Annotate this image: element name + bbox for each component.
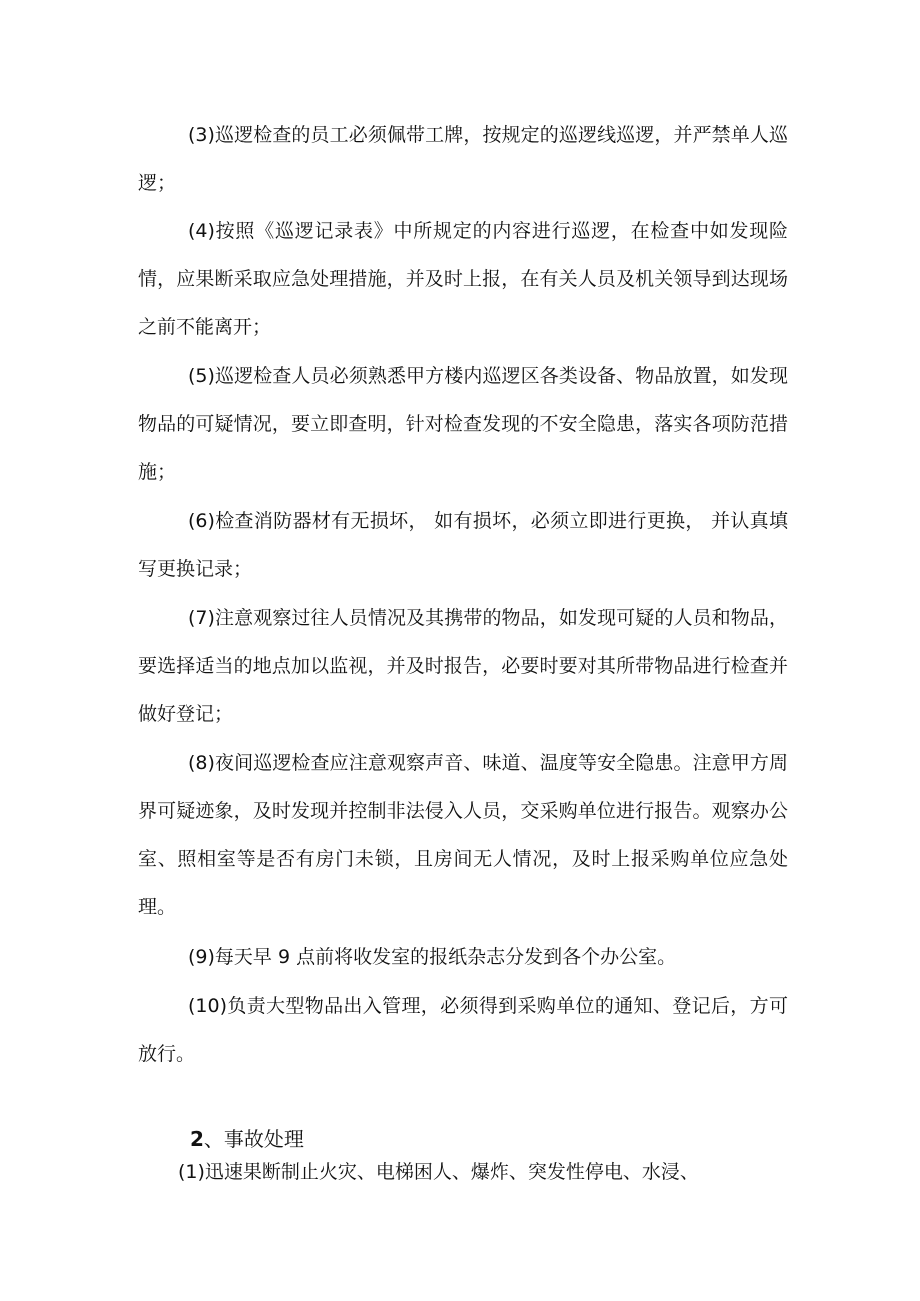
- section-title: 、事故处理: [203, 1127, 304, 1151]
- sub-paragraph-1: (1)迅速果断制止火灾、电梯困人、爆炸、突发性停电、水浸、: [178, 1161, 699, 1183]
- section-heading: [190, 1124, 304, 1154]
- paragraph-3: (3)巡逻检查的员工必须佩带工牌，按规定的巡逻线巡逻，并严禁单人巡逻；: [138, 124, 788, 194]
- paragraph-10: (10)负责大型物品出入管理，必须得到采购单位的通知、登记后，方可放行。: [138, 995, 788, 1065]
- paragraph-5: (5)巡逻检查人员必须熟悉甲方楼内巡逻区各类设备、物品放置，如发现物品的可疑情况，要立即查明，针对检查发现的不安全隐患，落实各项防范措施；: [138, 365, 788, 483]
- paragraph-6: (6)检查消防器材有无损坏， 如有损坏，必须立即进行更换， 并认真填写更换记录；: [138, 510, 788, 580]
- paragraph-4: (4)按照《巡逻记录表》中所规定的内容进行巡逻，在检查中如发现险情，应果断采取应急处理措施，并及时上报，在有关人员及机关领导到达现场之前不能离开；: [138, 220, 788, 338]
- paragraph-9: (9)每天早 9 点前将收发室的报纸杂志分发到各个办公室。: [188, 946, 677, 968]
- paragraph-8: (8)夜间巡逻检查应注意观察声音、味道、温度等安全隐患。注意甲方周界可疑迹象，及时发现并控制非法侵入人员，交采购单位进行报告。观察办公室、照相室等是否有房门未锁，且房间无人情况，及时上报采购单位应急处理。: [138, 752, 788, 918]
- section-number: 2: [190, 1127, 204, 1151]
- paragraph-7: (7)注意观察过往人员情况及其携带的物品，如发现可疑的人员和物品，要选择适当的地点加以监视，并及时报告，必要时要对其所带物品进行检查并做好登记；: [138, 607, 788, 725]
